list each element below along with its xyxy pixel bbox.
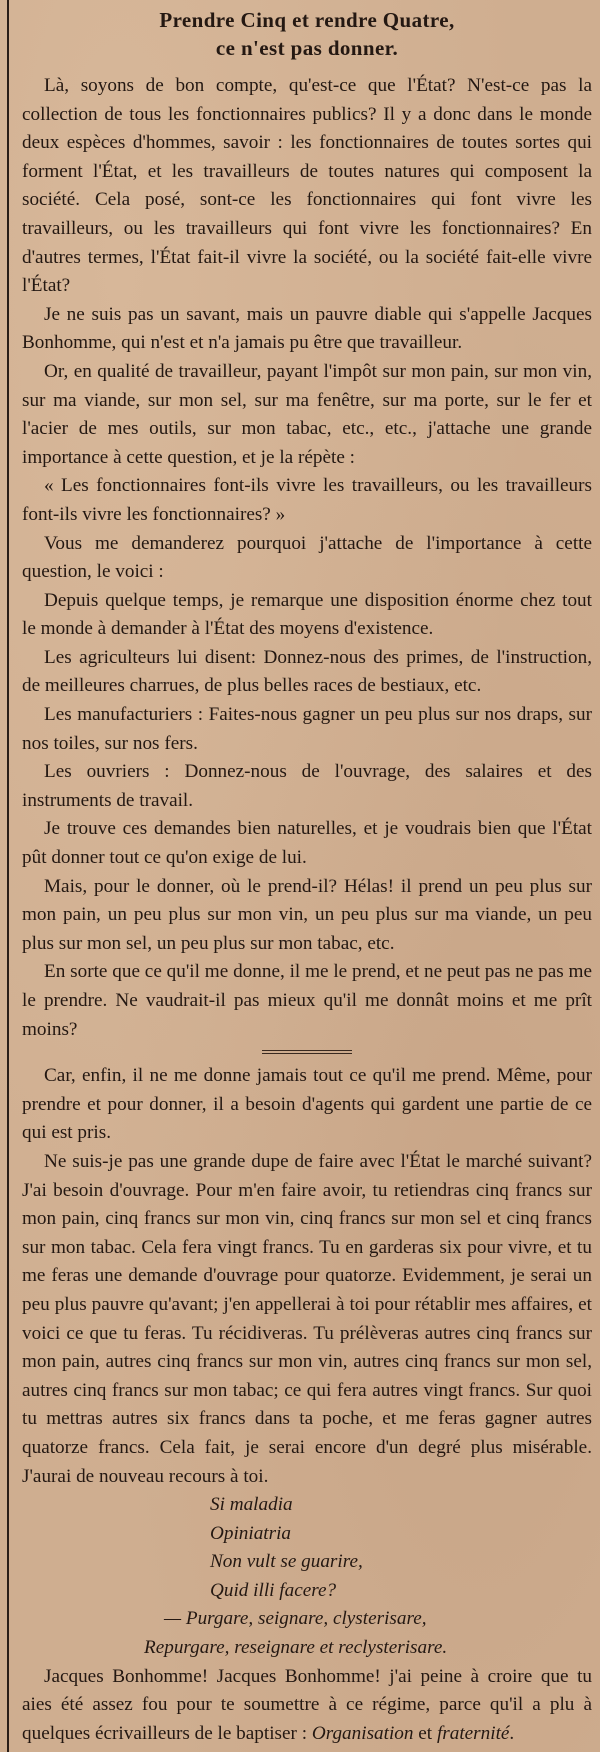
verse-line-2: Opiniatria [210, 1522, 292, 1544]
latin-verse [22, 1491, 592, 1663]
paragraph-7: Les agriculteurs lui disent: Donnez-nous des primes, de l'instruction, de meilleures charrues, de plus belles races de bestiaux, etc. [22, 646, 592, 697]
paragraph-1: Là, soyons de bon compte, qu'est-ce que l'État? N'est-ce pas la collection de tous les fonctionnaires publics? Il y a donc dans le monde deux espèces d'hommes, savoir : les fonctionnaires de toutes sortes qui forment l'État, et les travailleurs de toutes natures qui composent la société. Cela posé, sont-ce les fonctionnaires qui font vivre les travailleurs, ou les travailleurs qui font vivre les fonctionnaires? En d'autres termes, l'État fait-il vivre la société, ou la société fait-elle vivre l'État? [22, 75, 592, 297]
verse-line-6: Repurgare, reseignare et reclysterisare. [144, 1637, 448, 1659]
closing-paragraph [22, 1663, 592, 1749]
verse-line-4: Quid illi facere? [210, 1579, 337, 1601]
paragraph-8: Les manufacturiers : Faites-nous gagner un peu plus sur nos draps, sur nos toiles, sur nos fers. [22, 704, 592, 754]
title-line-1: Prendre Cinq et rendre Quatre, [159, 8, 455, 32]
verse-line-3: Non vult se guarire, [210, 1551, 363, 1573]
verse-line-1: Si maladia [210, 1494, 293, 1516]
paragraph-3: Or, en qualité de travailleur, payant l'impôt sur mon pain, sur mon vin, sur ma viande, sur mon sel, sur ma fenêtre, sur ma porte, sur le fer et l'acier de mes outils, sur mon tabac, etc., etc., j'attache une grande importance à cette question, et je la répète : [22, 360, 592, 468]
closing-italic-organisation: Organisation [311, 1722, 414, 1744]
closing-italic-fraternite: fraternité [436, 1722, 510, 1744]
paragraph-13: Car, enfin, il ne me donne jamais tout ce qu'il me prend. Même, pour prendre et pour donner, il a besoin d'agents qui gardent une partie de ce qui est pris. [22, 1065, 592, 1144]
article-column [22, 6, 592, 1748]
section-rule [262, 1050, 352, 1054]
title-line-2: ce n'est pas donner. [215, 36, 399, 60]
paragraph-11: Mais, pour le donner, où le prend-il? Hélas! il prend un peu plus sur mon pain, un peu plus sur mon vin, un peu plus sur ma viande, un peu plus sur mon sel, un peu plus sur mon tabac, etc. [22, 875, 592, 954]
paragraph-6: Depuis quelque temps, je remarque une disposition énorme chez tout le monde à demander à l'État des moyens d'existence. [22, 589, 592, 640]
paragraph-5: Vous me demanderez pourquoi j'attache de l'importance à cette question, le voici : [22, 532, 592, 583]
article-title [22, 6, 592, 62]
paragraph-2: Je ne suis pas un savant, mais un pauvre diable qui s'appelle Jacques Bonhomme, qui n'est et n'a jamais pu être que travailleur. [22, 303, 592, 354]
column-rule [7, 0, 9, 1752]
closing-text: Jacques Bonhomme! Jacques Bonhomme! j'ai peine à croire que tu aies été assez fou pour te soumettre à ce régime, parce qu'il a plu à quelques écrivailleurs de le baptiser : [22, 1665, 592, 1744]
verse-line-5: — Purgare, seignare, clysterisare, [164, 1608, 427, 1630]
closing-end: . [509, 1722, 515, 1744]
quoted-question: « Les fonctionnaires font-ils vivre les travailleurs, ou les travailleurs font-ils vivre les fonctionnaires? » [22, 475, 592, 525]
paragraph-12: En sorte que ce qu'il me donne, il me le prend, et ne peut pas ne pas me le prendre. Ne vaudrait-il pas mieux qu'il me donnât moins et me prît moins? [22, 961, 592, 1040]
paragraph-9: Les ouvriers : Donnez-nous de l'ouvrage, des salaires et des instruments de travail. [22, 761, 592, 811]
paragraph-14: Ne suis-je pas une grande dupe de faire avec l'État le marché suivant? J'ai besoin d'ouvrage. Pour m'en faire avoir, tu retiendras cinq francs sur mon pain, cinq francs sur mon vin, cinq francs sur mon sel et cinq francs sur mon tabac. Cela fera vingt francs. Tu en garderas six pour vivre, et tu me feras une demande d'ouvrage pour quatorze. Evidemment, je serai un peu plus pauvre qu'avant; j'en appellerai à toi pour rétablir mes affaires, et voici ce que tu feras. Tu récidiveras. Tu prélèveras autres cinq francs sur mon pain, autres cinq francs sur mon vin, autres cinq francs sur mon sel, autres cinq francs sur mon tabac; ce qui fera autres vingt francs. Sur quoi tu mettras autres six francs dans ta poche, et me feras gagner autres quatorze francs. Cela fait, je serai encore d'un degré plus misérable. J'aurai de nouveau recours à toi. [22, 1150, 592, 1487]
closing-and: et [418, 1722, 433, 1744]
paragraph-10: Je trouve ces demandes bien naturelles, et je voudrais bien que l'État pût donner tout ce qu'on exige de lui. [22, 818, 592, 869]
